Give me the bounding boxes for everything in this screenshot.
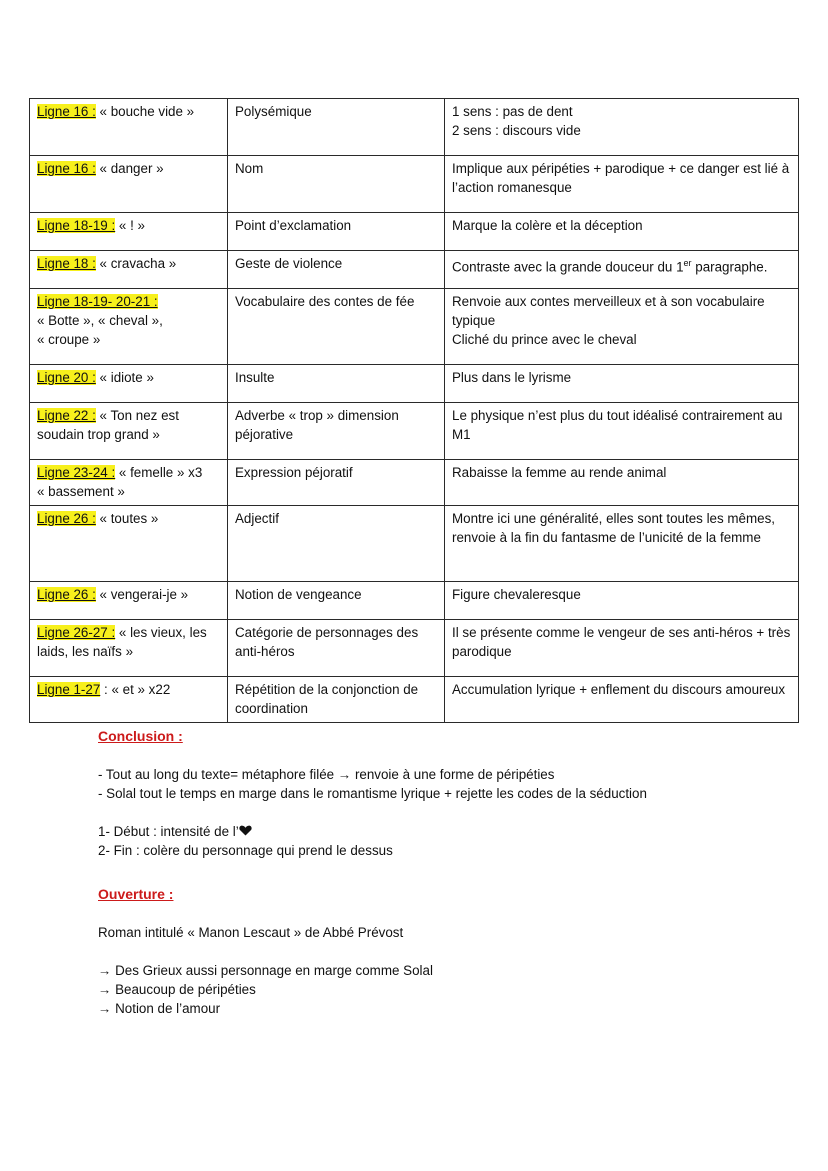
analysis-table-body [30, 99, 799, 723]
interpretation-line: Cliché du prince avec le cheval [452, 332, 637, 347]
figure-type-cell: Catégorie de personnages des anti-héros [228, 620, 445, 677]
line-number-highlight: Ligne 16 : [37, 161, 96, 176]
interpretation-line: Contraste avec la grande douceur du 1er paragraphe. [452, 258, 768, 275]
table-row [30, 99, 799, 156]
figure-type-cell: Geste de violence [228, 251, 445, 289]
quote-text: « idiote » [95, 370, 154, 385]
quote-text: : « et » x22 [100, 682, 171, 697]
figure-type-cell: Adjectif [228, 506, 445, 582]
line-reference-cell [30, 99, 228, 156]
ouverture-section [98, 885, 433, 1018]
ouverture-heading: Ouverture : [98, 886, 174, 902]
conclusion-point-2: 2- Fin : colère du personnage qui prend le dessus [98, 843, 393, 858]
line-reference-cell [30, 365, 228, 403]
table-row [30, 365, 799, 403]
table-row [30, 506, 799, 582]
line-number-highlight: Ligne 18-19- 20-21 : [37, 294, 158, 309]
interpretation-cell [445, 156, 799, 213]
interpretation-line: Implique aux péripéties + parodique + ce danger est lié à l’action romanesque [452, 161, 790, 195]
quote-text: « bouche vide » [95, 104, 195, 119]
conclusion-bullet-2: - Solal tout le temps en marge dans le romantisme lyrique + rejette les codes de la séduction [98, 786, 647, 801]
quote-text: « Ton nez est soudain trop grand » [37, 408, 179, 442]
line-number-highlight: Ligne 20 : [37, 370, 96, 385]
line-number-highlight: Ligne 18 : [37, 256, 96, 271]
line-number-highlight: Ligne 18-19 : [37, 218, 116, 233]
figure-type-cell: Polysémique [228, 99, 445, 156]
line-reference-cell [30, 403, 228, 460]
table-row [30, 289, 799, 365]
interpretation-line: Marque la colère et la déception [452, 218, 643, 233]
quote-text-line: « Botte », « cheval », [37, 313, 163, 328]
analysis-table [29, 98, 799, 723]
table-row [30, 460, 799, 506]
conclusion-point-1-text: 1- Début : intensité de l’ [98, 824, 239, 839]
conclusion-section [98, 727, 647, 860]
figure-type-cell: Adverbe « trop » dimension péjorative [228, 403, 445, 460]
interpretation-cell [445, 506, 799, 582]
ouverture-arrow-1: → Des Grieux aussi personnage en marge comme Solal [98, 963, 433, 978]
interpretation-line: Figure chevaleresque [452, 587, 581, 602]
interpretation-cell [445, 365, 799, 403]
quote-text-line: « croupe » [37, 332, 101, 347]
quote-text: « toutes » [95, 511, 159, 526]
ouverture-arrow-3: → Notion de l’amour [98, 1001, 221, 1016]
interpretation-line: Plus dans le lyrisme [452, 370, 572, 385]
figure-type-cell: Expression péjoratif [228, 460, 445, 506]
quote-text: « cravacha » [95, 256, 177, 271]
table-row [30, 582, 799, 620]
line-number-highlight: Ligne 22 : [37, 408, 96, 423]
ouverture-roman: Roman intitulé « Manon Lescaut » de Abbé Prévost [98, 925, 404, 940]
table-row [30, 251, 799, 289]
table-row [30, 213, 799, 251]
line-reference-cell [30, 251, 228, 289]
interpretation-line: 2 sens : discours vide [452, 123, 581, 138]
figure-type-cell: Insulte [228, 365, 445, 403]
figure-type-cell: Répétition de la conjonction de coordination [228, 677, 445, 723]
ouverture-arrow-2: → Beaucoup de péripéties [98, 982, 256, 997]
line-number-highlight: Ligne 23-24 : [37, 465, 116, 480]
quote-text: « danger » [95, 161, 164, 176]
conclusion-point-1 [98, 822, 647, 841]
line-reference-cell [30, 460, 228, 506]
interpretation-cell [445, 460, 799, 506]
line-number-highlight: Ligne 26 : [37, 511, 96, 526]
line-reference-cell [30, 677, 228, 723]
line-number-highlight: Ligne 1-27 [37, 682, 101, 697]
figure-type-cell: Point d’exclamation [228, 213, 445, 251]
conclusion-bullet-1: - Tout au long du texte= métaphore filée → renvoie à une forme de péripéties [98, 767, 555, 782]
table-row [30, 677, 799, 723]
table-row [30, 403, 799, 460]
interpretation-cell [445, 251, 799, 289]
interpretation-cell [445, 213, 799, 251]
quote-text: « les vieux, les laids, les naïfs » [37, 625, 207, 659]
line-reference-cell [30, 289, 228, 365]
interpretation-line: Montre ici une généralité, elles sont toutes les mêmes, renvoie à la fin du fantasme de l’unicité de la femme [452, 511, 776, 545]
quote-text: « femelle » x3 [115, 465, 203, 480]
interpretation-cell [445, 289, 799, 365]
line-number-highlight: Ligne 26-27 : [37, 625, 116, 640]
interpretation-line: Accumulation lyrique + enflement du discours amoureux [452, 682, 786, 697]
line-reference-cell [30, 156, 228, 213]
line-reference-cell [30, 506, 228, 582]
line-number-highlight: Ligne 16 : [37, 104, 96, 119]
line-reference-cell [30, 213, 228, 251]
figure-type-cell: Nom [228, 156, 445, 213]
figure-type-cell: Vocabulaire des contes de fée [228, 289, 445, 365]
quote-text: « ! » [115, 218, 145, 233]
line-reference-cell [30, 620, 228, 677]
interpretation-cell [445, 582, 799, 620]
interpretation-line: Renvoie aux contes merveilleux et à son vocabulaire typique [452, 294, 765, 328]
quote-text-line: « bassement » [37, 484, 125, 499]
heart-icon [239, 822, 252, 841]
line-reference-cell [30, 582, 228, 620]
interpretation-cell [445, 677, 799, 723]
table-row [30, 620, 799, 677]
interpretation-line: Il se présente comme le vengeur de ses anti-héros + très parodique [452, 625, 791, 659]
conclusion-heading: Conclusion : [98, 728, 183, 744]
interpretation-line: Rabaisse la femme au rende animal [452, 465, 667, 480]
quote-text: « vengerai-je » [95, 587, 189, 602]
interpretation-line: Le physique n’est plus du tout idéalisé contrairement au M1 [452, 408, 783, 442]
interpretation-cell [445, 620, 799, 677]
figure-type-cell: Notion de vengeance [228, 582, 445, 620]
line-number-highlight: Ligne 26 : [37, 587, 96, 602]
interpretation-cell [445, 403, 799, 460]
table-row [30, 156, 799, 213]
interpretation-line: 1 sens : pas de dent [452, 104, 573, 119]
interpretation-cell [445, 99, 799, 156]
